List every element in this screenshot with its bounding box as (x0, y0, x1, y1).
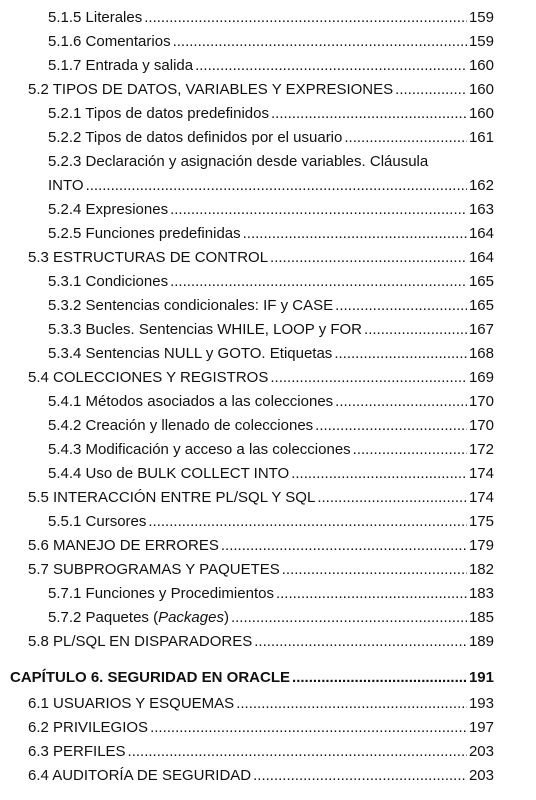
toc-entry (0, 414, 536, 438)
toc-section (0, 246, 536, 270)
dot-leader (353, 438, 467, 462)
toc-entry-title: 5.3.4 Sentencias NULL y GOTO. Etiquetas (48, 345, 333, 362)
toc-entry-title: 5.2.2 Tipos de datos definidos por el usuario (48, 129, 343, 146)
dot-leader (170, 270, 467, 294)
dot-leader (221, 534, 467, 558)
toc-entry (0, 102, 536, 126)
toc-entry-page: 175 (468, 513, 494, 530)
toc-entry-page: 172 (468, 441, 494, 458)
toc-entry (0, 198, 536, 222)
toc-section-title: 5.2 TIPOS DE DATOS, VARIABLES Y EXPRESIONES (28, 81, 394, 98)
toc-chapter (0, 666, 536, 690)
toc-chapter-title: CAPÍTULO 6. SEGURIDAD EN ORACLE (10, 669, 291, 686)
toc-section-title: 5.5 INTERACCIÓN ENTRE PL/SQL Y SQL (28, 489, 316, 506)
toc-section (0, 534, 536, 558)
toc-entry-page: 168 (468, 345, 494, 362)
toc-entry-page: 170 (468, 417, 494, 434)
dot-leader (150, 716, 467, 740)
toc-entry-page: 161 (468, 129, 494, 146)
dot-leader (271, 102, 467, 126)
toc-entry-title-italic: Packages (158, 609, 224, 626)
toc-section-title: 5.3 ESTRUCTURAS DE CONTROL (28, 249, 269, 266)
toc-entry-page: 160 (468, 57, 494, 74)
dot-leader (334, 342, 467, 366)
dot-leader (291, 462, 467, 486)
toc-entry-title-prefix: 5.7.2 Paquetes ( (48, 609, 159, 626)
toc-section-page: 203 (468, 767, 494, 784)
toc-entry-wrapped (0, 150, 536, 198)
toc-entry (0, 126, 536, 150)
toc-section (0, 486, 536, 510)
toc-entry-title: 5.4.4 Uso de BULK COLLECT INTO (48, 465, 290, 482)
toc-section-title: 5.8 PL/SQL EN DISPARADORES (28, 633, 253, 650)
toc-section (0, 740, 536, 764)
toc-section-title: 6.2 PRIVILEGIOS (28, 719, 149, 736)
toc-entry (0, 294, 536, 318)
toc-entry (0, 510, 536, 534)
toc-section-page: 203 (468, 743, 494, 760)
toc-entry-page: 159 (468, 9, 494, 26)
dot-leader (344, 126, 467, 150)
toc-entry (0, 6, 536, 30)
toc-entry (0, 30, 536, 54)
toc-entry-title: 5.2.1 Tipos de datos predefinidos (48, 105, 269, 122)
toc-entry (0, 342, 536, 366)
toc-entry-page: 174 (468, 465, 494, 482)
dot-leader (253, 764, 467, 788)
toc-entry (0, 222, 536, 246)
dot-leader (282, 558, 467, 582)
toc-entry (0, 438, 536, 462)
toc-entry-title: 5.1.5 Literales (48, 9, 143, 26)
toc-section (0, 764, 536, 788)
toc-entry-page: 163 (468, 201, 494, 218)
toc-entry-page: 164 (468, 225, 494, 242)
toc-section-page: 193 (468, 695, 494, 712)
toc-entry-title-line2: INTO (48, 177, 84, 194)
dot-leader (270, 246, 467, 270)
toc-section (0, 78, 536, 102)
toc-entry-page: 165 (468, 273, 494, 290)
toc-entry (0, 54, 536, 78)
toc-section-page: 189 (468, 633, 494, 650)
toc-section-page: 182 (468, 561, 494, 578)
toc-section-title: 6.4 AUDITORÍA DE SEGURIDAD (28, 767, 252, 784)
toc-entry (0, 390, 536, 414)
dot-leader (144, 6, 467, 30)
dot-leader (243, 222, 467, 246)
toc-entry-title: 5.4.1 Métodos asociados a las colecciones (48, 393, 334, 410)
toc-section-title: 6.3 PERFILES (28, 743, 126, 760)
toc-entry-title: 5.3.1 Condiciones (48, 273, 169, 290)
toc-section-title: 6.1 USUARIOS Y ESQUEMAS (28, 695, 235, 712)
toc-entry-page: 183 (468, 585, 494, 602)
dot-leader (195, 54, 467, 78)
toc-entry-title: 5.4.3 Modificación y acceso a las colecciones (48, 441, 351, 458)
dot-leader (231, 606, 467, 630)
toc-entry-page: 159 (468, 33, 494, 50)
toc-entry (0, 270, 536, 294)
dot-leader (395, 78, 467, 102)
toc-entry-page: 165 (468, 297, 494, 314)
dot-leader (317, 486, 467, 510)
toc-entry-page: 185 (468, 609, 494, 626)
dot-leader (292, 666, 467, 690)
dot-leader (276, 582, 467, 606)
toc-section-title: 5.6 MANEJO DE ERRORES (28, 537, 219, 554)
toc-entry-page: 167 (468, 321, 494, 338)
toc-entry-title: 5.1.6 Comentarios (48, 33, 171, 50)
toc-chapter-page: 191 (468, 669, 494, 686)
dot-leader (254, 630, 467, 654)
toc-section (0, 692, 536, 716)
toc-entry (0, 462, 536, 486)
toc-section-page: 174 (468, 489, 494, 506)
toc-section (0, 716, 536, 740)
toc-section-page: 169 (468, 369, 494, 386)
dot-leader (335, 294, 467, 318)
toc-entry-title: 5.3.3 Bucles. Sentencias WHILE, LOOP y FOR (48, 321, 363, 338)
dot-leader (128, 740, 467, 764)
toc-section-page: 197 (468, 719, 494, 736)
toc-entry (0, 318, 536, 342)
toc-entry-title: 5.3.2 Sentencias condicionales: IF y CASE (48, 297, 334, 314)
toc-entry-page: 170 (468, 393, 494, 410)
dot-leader (173, 30, 467, 54)
dot-leader (86, 174, 467, 198)
toc-entry-title: 5.4.2 Creación y llenado de colecciones (48, 417, 314, 434)
toc-entry-title: 5.2.4 Expresiones (48, 201, 169, 218)
toc-entry-title: 5.1.7 Entrada y salida (48, 57, 194, 74)
toc-entry-title-line1: 5.2.3 Declaración y asignación desde variables. Cláusula (48, 153, 429, 170)
toc-section-page: 179 (468, 537, 494, 554)
dot-leader (236, 692, 467, 716)
toc-section (0, 558, 536, 582)
toc-entry-page: 160 (468, 105, 494, 122)
toc-entry-title: 5.5.1 Cursores (48, 513, 147, 530)
dot-leader (364, 318, 467, 342)
toc-section (0, 630, 536, 654)
toc-entry-title (48, 606, 229, 630)
toc-section-title: 5.7 SUBPROGRAMAS Y PAQUETES (28, 561, 280, 578)
dot-leader (335, 390, 467, 414)
toc-entry-title: 5.2.5 Funciones predefinidas (48, 225, 241, 242)
toc-entry-page: 162 (468, 177, 494, 194)
toc-entry-title: 5.7.1 Funciones y Procedimientos (48, 585, 274, 602)
toc-entry (0, 606, 536, 630)
toc-section-title: 5.4 COLECCIONES Y REGISTROS (28, 369, 269, 386)
toc-entry-title-suffix: ) (223, 609, 229, 626)
dot-leader (270, 366, 467, 390)
dot-leader (170, 198, 467, 222)
dot-leader (148, 510, 467, 534)
toc-section-page: 160 (468, 81, 494, 98)
toc-section (0, 366, 536, 390)
toc-section-page: 164 (468, 249, 494, 266)
dot-leader (315, 414, 467, 438)
toc-entry (0, 582, 536, 606)
